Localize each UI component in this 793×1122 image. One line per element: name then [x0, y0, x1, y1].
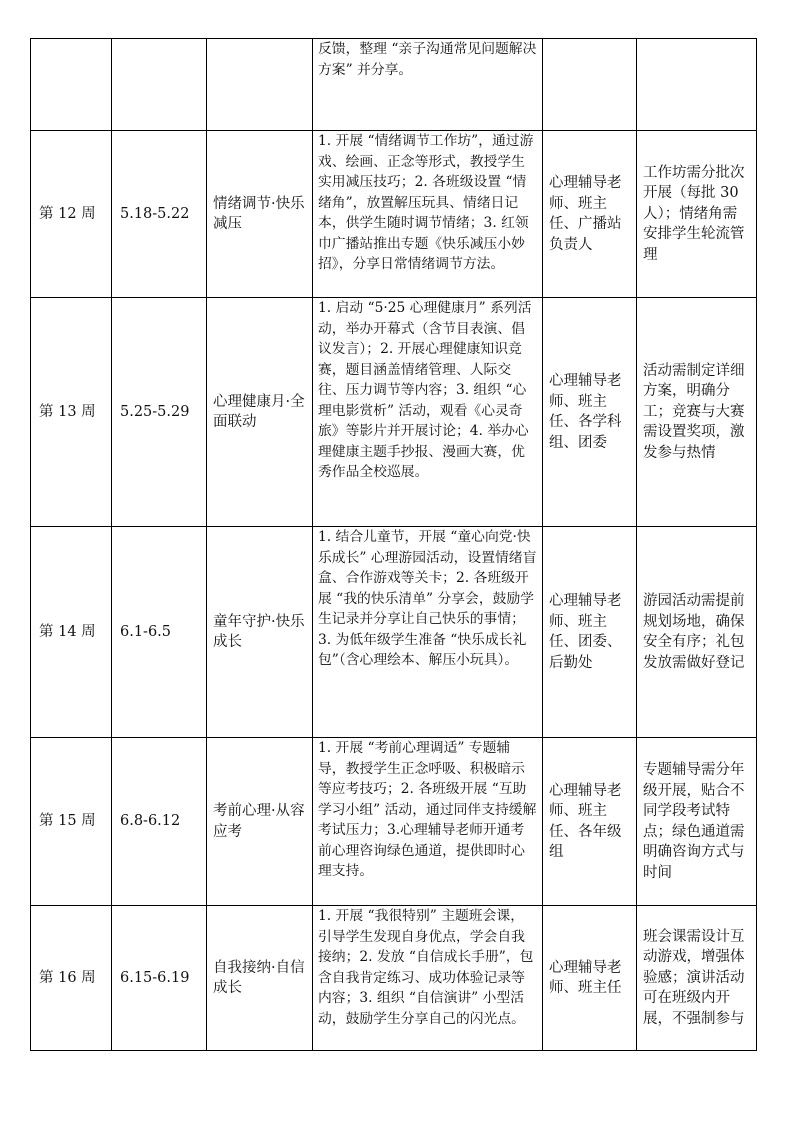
- notes-cell: 活动需制定详细方案，明确分工；竞赛与大赛需设置奖项，激发参与热情: [637, 298, 757, 527]
- week-cell: [31, 39, 112, 131]
- notes-cell: 班会课需设计互动游戏，增强体验感；演讲活动可在班级内开展，不强制参与: [637, 906, 757, 1051]
- activities-cell: 1. 结合儿童节，开展 “童心向党·快乐成长” 心理游园活动，设置情绪盲盒、合作游戏等关卡；2. 各班级开展 “我的快乐清单” 分享会，鼓励学生记录并分享让自己快乐的事情；3. 为低年级学生准备 “快乐成长礼包”（含心理绘本、解压小玩具）。: [313, 527, 543, 738]
- theme-cell: 情绪调节·快乐减压: [207, 131, 313, 298]
- activities-cell: 反馈，整理 “亲子沟通常见问题解决方案” 并分享。: [313, 39, 543, 131]
- responsible-cell: 心理辅导老师、班主任: [543, 906, 637, 1051]
- notes-cell: 工作坊需分批次开展（每批 30 人）；情绪角需安排学生轮流管理: [637, 131, 757, 298]
- notes-cell: 专题辅导需分年级开展，贴合不同学段考试特点；绿色通道需明确咨询方式与时间: [637, 738, 757, 906]
- responsible-cell: 心理辅导老师、班主任、团委、后勤处: [543, 527, 637, 738]
- date-cell: 6.15-6.19: [112, 906, 207, 1051]
- responsible-cell: 心理辅导老师、班主任、各年级组: [543, 738, 637, 906]
- schedule-table: [30, 38, 757, 1051]
- table-row: [31, 738, 757, 906]
- activities-cell: 1. 开展 “考前心理调适” 专题辅导，教授学生正念呼吸、积极暗示等应考技巧；2. 各班级开展 “互助学习小组” 活动，通过同伴支持缓解考试压力；3.心理辅导老师开通考前心理咨询绿色通道，提供即时心理支持。: [313, 738, 543, 906]
- table-row: [31, 906, 757, 1051]
- date-cell: [112, 39, 207, 131]
- notes-cell: 游园活动需提前规划场地，确保安全有序；礼包发放需做好登记: [637, 527, 757, 738]
- theme-cell: 自我接纳·自信成长: [207, 906, 313, 1051]
- week-cell: 第 14 周: [31, 527, 112, 738]
- date-cell: 6.1-6.5: [112, 527, 207, 738]
- table-row: [31, 298, 757, 527]
- date-cell: 6.8-6.12: [112, 738, 207, 906]
- date-cell: 5.25-5.29: [112, 298, 207, 527]
- theme-cell: 考前心理·从容应考: [207, 738, 313, 906]
- week-cell: 第 15 周: [31, 738, 112, 906]
- responsible-cell: [543, 39, 637, 131]
- activities-cell: 1. 开展 “我很特别” 主题班会课，引导学生发现自身优点，学会自我接纳；2. 发放 “自信成长手册”，包含自我肯定练习、成功体验记录等内容；3. 组织 “自信演讲” 小型活动，鼓励学生分享自己的闪光点。: [313, 906, 543, 1051]
- theme-cell: 童年守护·快乐成长: [207, 527, 313, 738]
- theme-cell: [207, 39, 313, 131]
- responsible-cell: 心理辅导老师、班主任、广播站负责人: [543, 131, 637, 298]
- notes-cell: [637, 39, 757, 131]
- responsible-cell: 心理辅导老师、班主任、各学科组、团委: [543, 298, 637, 527]
- table-row: [31, 39, 757, 131]
- week-cell: 第 13 周: [31, 298, 112, 527]
- date-cell: 5.18-5.22: [112, 131, 207, 298]
- activities-cell: 1. 启动 “5·25 心理健康月” 系列活动，举办开幕式（含节目表演、倡议发言）；2. 开展心理健康知识竞赛，题目涵盖情绪管理、人际交往、压力调节等内容；3. 组织 “心理电影赏析” 活动，观看《心灵奇旅》等影片并开展讨论；4. 举办心理健康主题手抄报、漫画大赛，优秀作品全校巡展。: [313, 298, 543, 527]
- activities-cell: 1. 开展 “情绪调节工作坊”，通过游戏、绘画、正念等形式，教授学生实用减压技巧；2. 各班级设置 “情绪角”，放置解压玩具、情绪日记本，供学生随时调节情绪；3. 红领巾广播站推出专题《快乐减压小妙招》，分享日常情绪调节方法。: [313, 131, 543, 298]
- week-cell: 第 16 周: [31, 906, 112, 1051]
- table-row: [31, 527, 757, 738]
- theme-cell: 心理健康月·全面联动: [207, 298, 313, 527]
- table-row: [31, 131, 757, 298]
- week-cell: 第 12 周: [31, 131, 112, 298]
